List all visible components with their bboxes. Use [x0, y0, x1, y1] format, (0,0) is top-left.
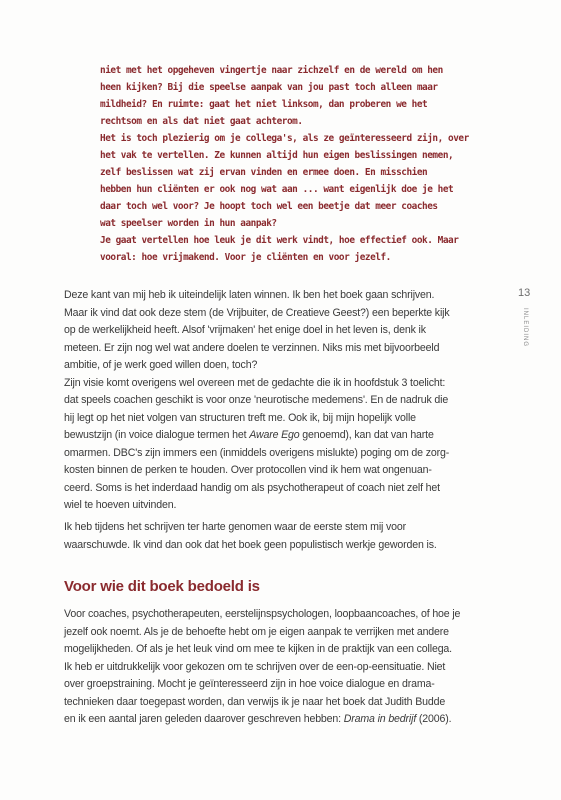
text-line: Ik heb tijdens het schrijven ter harte genomen waar de eerste stem mij voor: [64, 521, 407, 533]
hand-line: daar toch wel voor? Je hoopt toch wel een beetje dat meer coaches: [100, 201, 438, 212]
text-line: wiel te hoeven uitvinden.: [64, 499, 177, 511]
text-run: genoemd), kan dat van harte: [299, 429, 434, 441]
hand-line: heen kijken? Bij die speelse aanpak van jou past toch alleen maar: [100, 82, 438, 93]
text-line: ambitie, of je werk goed willen doen, toch?: [64, 359, 258, 371]
text-line: jezelf ook noemt. Als je de behoefte hebt om je eigen aanpak te verrijken met andere: [64, 625, 449, 638]
body-paragraph-3: [64, 606, 501, 729]
hand-line: Je gaat vertellen hoe leuk je dit werk vindt, hoe effectief ook. Maar: [100, 235, 459, 246]
hand-line: het vak te vertellen. Ze kunnen altijd hun eigen beslissingen nemen,: [100, 150, 454, 161]
text-line: Maar ik vind dat ook deze stem (de Vrijbuiter, de Creatieve Geest?) een beperkte kijk: [64, 306, 450, 319]
text-run: bewustzijn (in voice dialogue termen het: [64, 429, 250, 441]
text-line: Deze kant van mij heb ik uiteindelijk laten winnen. Ik ben het boek gaan schrijven.: [64, 289, 435, 301]
text-line: [64, 711, 501, 729]
hand-line: Het is toch plezierig om je collega's, als ze geïnteresseerd zijn, over: [100, 133, 469, 144]
handwritten-voice-text: [100, 62, 472, 266]
running-head: INLEIDING: [522, 308, 528, 348]
hand-line: hebben hun cliënten er ook nog wat aan ... want eigenlijk doe je het: [100, 184, 454, 195]
hand-line: wat speelser worden in hun aanpak?: [100, 218, 277, 229]
text-line: technieken daar toegepast worden, dan verwijs ik je naar het boek dat Judith Budde: [64, 695, 446, 708]
hand-line: niet met het opgeheven vingertje naar zichzelf en de wereld om hen: [100, 65, 443, 76]
text-line: kosten binnen de perken te houden. Over protocollen vind ik hem wat ongenuan-: [64, 464, 432, 476]
text-line: waarschuwde. Ik vind dan ook dat het boek geen populistisch werkje geworden is.: [64, 538, 437, 551]
hand-line: mildheid? En ruimte: gaat het niet linksom, dan proberen we het: [100, 99, 428, 110]
text-line: dat speels coachen geschikt is voor onze 'neurotische medemens'. En de nadruk die: [64, 394, 449, 406]
page-number: 13: [518, 287, 531, 299]
text-line: ceerd. Soms is het inderdaad handig om als psychotherapeut of coach niet zelf het: [64, 481, 440, 494]
text-line: op de werkelijkheid heeft. Alsof 'vrijmaken' het enige doel in het leven is, denk ik: [64, 324, 426, 336]
text-line: Voor coaches, psychotherapeuten, eerstelijnspsychologen, loopbaancoaches, of hoe je: [64, 608, 461, 620]
text-line: omarmen. DBC's zijn immers een (inmiddels overigens mislukte) poging om de zorg-: [64, 446, 450, 459]
body-paragraph-1: [64, 287, 501, 515]
text-line: mogelijkheden. Of als je het leuk vind om mee te kijken in de praktijk van een collega.: [64, 643, 452, 655]
text-line: Ik heb er uitdrukkelijk voor gekozen om te schrijven over de een-op-eensituatie. Niet: [64, 660, 446, 673]
section-heading: Voor wie dit boek bedoeld is: [64, 578, 260, 595]
hand-line: rechtsom en als dat niet gaat achterom.: [100, 116, 303, 127]
text-line: hij legt op het niet volgen van structuren treft me. Ook ik, bij mijn hopelijk volle: [64, 411, 416, 424]
text-line: [64, 427, 501, 445]
italic-term: Aware Ego: [249, 429, 300, 441]
text-line: over groepstraining. Mocht je geïnteresseerd zijn in hoe voice dialogue en drama-: [64, 678, 435, 690]
text-line: Zijn visie komt overigens wel overeen met de gedachte die ik in hoofdstuk 3 toelicht:: [64, 376, 446, 389]
text-run: en ik een aantal jaren geleden daarover geschreven hebben:: [64, 713, 344, 725]
text-line: meteen. Er zijn nog wel wat andere doelen te verzinnen. Niks mis met bijvoorbeeld: [64, 341, 440, 354]
hand-line: vooral: hoe vrijmakend. Voor je cliënten en voor jezelf.: [100, 252, 391, 263]
text-run: (2006).: [416, 713, 452, 725]
body-paragraph-2: [64, 519, 501, 554]
hand-line: zelf beslissen wat zij ervan vinden en ermee doen. En misschien: [100, 167, 428, 178]
book-title: Drama in bedrijf: [343, 713, 417, 725]
